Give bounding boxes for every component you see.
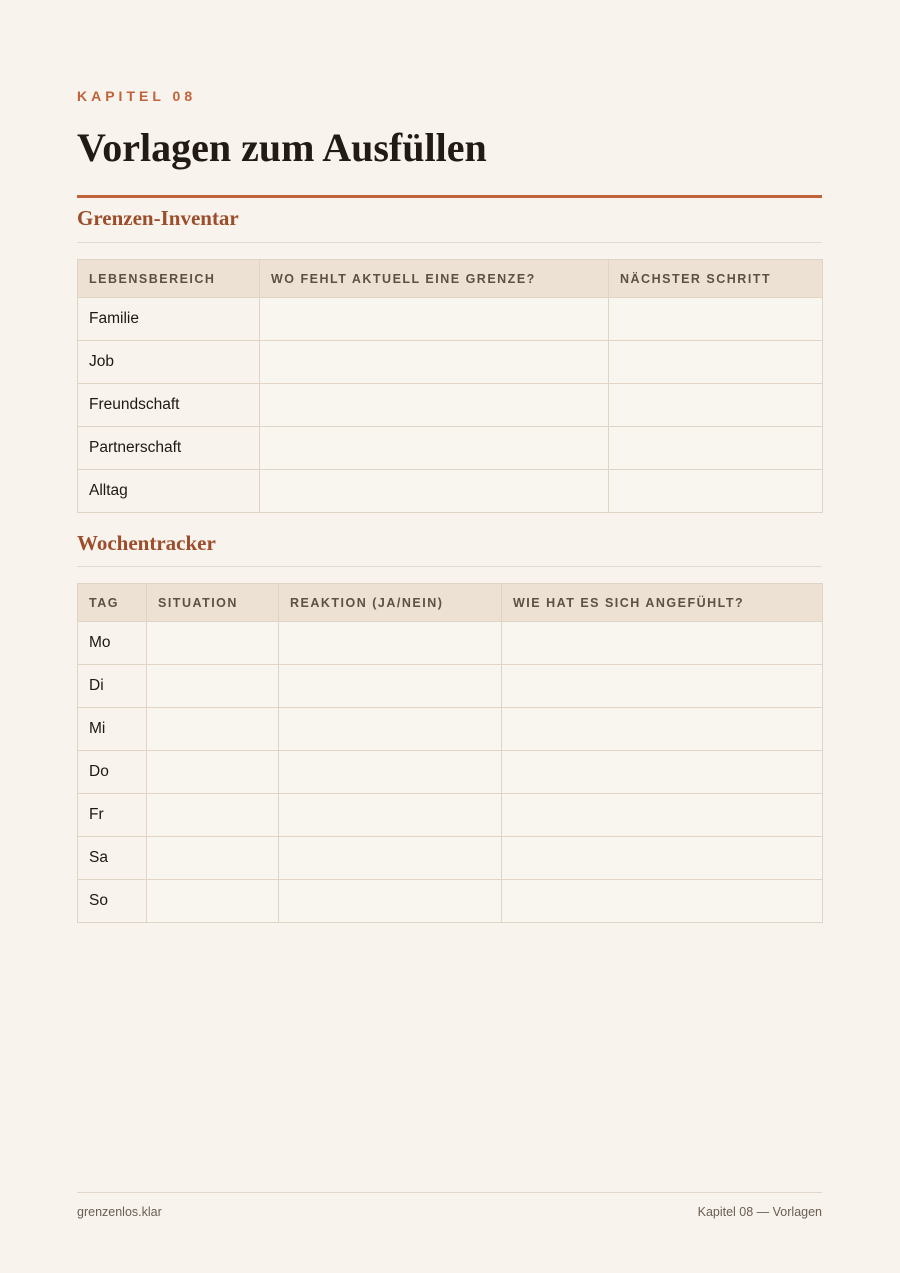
inventory-col-grenze: WO FEHLT AKTUELL EINE GRENZE? bbox=[260, 260, 609, 298]
inventory-schritt-field[interactable] bbox=[609, 298, 823, 341]
tracker-day-cell: Mo bbox=[78, 622, 147, 665]
tracker-gefuehl-field[interactable] bbox=[502, 880, 823, 923]
tracker-section-title: Wochentracker bbox=[77, 531, 216, 555]
table-row bbox=[78, 880, 823, 923]
tracker-col-tag: TAG bbox=[78, 584, 147, 622]
inventory-area-cell: Freundschaft bbox=[78, 384, 260, 427]
tracker-day-cell: So bbox=[78, 880, 147, 923]
title-divider bbox=[77, 195, 822, 198]
inventory-schritt-field[interactable] bbox=[609, 341, 823, 384]
inventory-section-divider bbox=[77, 242, 822, 243]
table-row bbox=[78, 751, 823, 794]
table-row bbox=[78, 837, 823, 880]
tracker-table bbox=[77, 583, 823, 923]
inventory-section-title: Grenzen-Inventar bbox=[77, 206, 239, 230]
tracker-reaktion-field[interactable] bbox=[279, 708, 502, 751]
table-row bbox=[78, 470, 823, 513]
table-row bbox=[78, 665, 823, 708]
tracker-section-divider bbox=[77, 566, 822, 567]
inventory-area-cell: Job bbox=[78, 341, 260, 384]
footer-brand: grenzenlos.klar bbox=[77, 1205, 162, 1219]
tracker-header-row bbox=[78, 584, 823, 622]
tracker-situation-field[interactable] bbox=[147, 837, 279, 880]
inventory-grenze-field[interactable] bbox=[260, 298, 609, 341]
inventory-area-cell: Alltag bbox=[78, 470, 260, 513]
tracker-gefuehl-field[interactable] bbox=[502, 837, 823, 880]
inventory-schritt-field[interactable] bbox=[609, 384, 823, 427]
tracker-day-cell: Do bbox=[78, 751, 147, 794]
tracker-gefuehl-field[interactable] bbox=[502, 794, 823, 837]
inventory-header-row bbox=[78, 260, 823, 298]
tracker-reaktion-field[interactable] bbox=[279, 880, 502, 923]
inventory-table bbox=[77, 259, 823, 513]
page bbox=[77, 0, 822, 1273]
inventory-schritt-field[interactable] bbox=[609, 427, 823, 470]
inventory-grenze-field[interactable] bbox=[260, 427, 609, 470]
inventory-col-lebensbereich: LEBENSBEREICH bbox=[78, 260, 260, 298]
tracker-gefuehl-field[interactable] bbox=[502, 751, 823, 794]
tracker-gefuehl-field[interactable] bbox=[502, 622, 823, 665]
tracker-reaktion-field[interactable] bbox=[279, 837, 502, 880]
tracker-gefuehl-field[interactable] bbox=[502, 665, 823, 708]
tracker-reaktion-field[interactable] bbox=[279, 665, 502, 708]
footer-divider bbox=[77, 1192, 822, 1193]
tracker-situation-field[interactable] bbox=[147, 708, 279, 751]
table-row bbox=[78, 298, 823, 341]
inventory-grenze-field[interactable] bbox=[260, 470, 609, 513]
tracker-gefuehl-field[interactable] bbox=[502, 708, 823, 751]
inventory-area-cell: Partnerschaft bbox=[78, 427, 260, 470]
tracker-reaktion-field[interactable] bbox=[279, 794, 502, 837]
inventory-col-schritt: NÄCHSTER SCHRITT bbox=[609, 260, 823, 298]
table-row bbox=[78, 794, 823, 837]
tracker-col-situation: SITUATION bbox=[147, 584, 279, 622]
tracker-situation-field[interactable] bbox=[147, 751, 279, 794]
page-title: Vorlagen zum Ausfüllen bbox=[77, 125, 487, 170]
tracker-col-gefuehl: WIE HAT ES SICH ANGEFÜHLT? bbox=[502, 584, 823, 622]
tracker-situation-field[interactable] bbox=[147, 622, 279, 665]
inventory-schritt-field[interactable] bbox=[609, 470, 823, 513]
footer-chapter-label: Kapitel 08 — Vorlagen bbox=[697, 1205, 822, 1219]
table-row bbox=[78, 622, 823, 665]
table-row bbox=[78, 384, 823, 427]
tracker-situation-field[interactable] bbox=[147, 880, 279, 923]
tracker-reaktion-field[interactable] bbox=[279, 751, 502, 794]
inventory-grenze-field[interactable] bbox=[260, 384, 609, 427]
tracker-col-reaktion: REAKTION (JA/NEIN) bbox=[279, 584, 502, 622]
tracker-reaktion-field[interactable] bbox=[279, 622, 502, 665]
tracker-situation-field[interactable] bbox=[147, 794, 279, 837]
tracker-day-cell: Fr bbox=[78, 794, 147, 837]
table-row bbox=[78, 427, 823, 470]
table-row bbox=[78, 341, 823, 384]
tracker-day-cell: Mi bbox=[78, 708, 147, 751]
tracker-situation-field[interactable] bbox=[147, 665, 279, 708]
table-row bbox=[78, 708, 823, 751]
inventory-area-cell: Familie bbox=[78, 298, 260, 341]
tracker-day-cell: Di bbox=[78, 665, 147, 708]
chapter-kicker: KAPITEL 08 bbox=[77, 88, 197, 104]
inventory-grenze-field[interactable] bbox=[260, 341, 609, 384]
tracker-day-cell: Sa bbox=[78, 837, 147, 880]
